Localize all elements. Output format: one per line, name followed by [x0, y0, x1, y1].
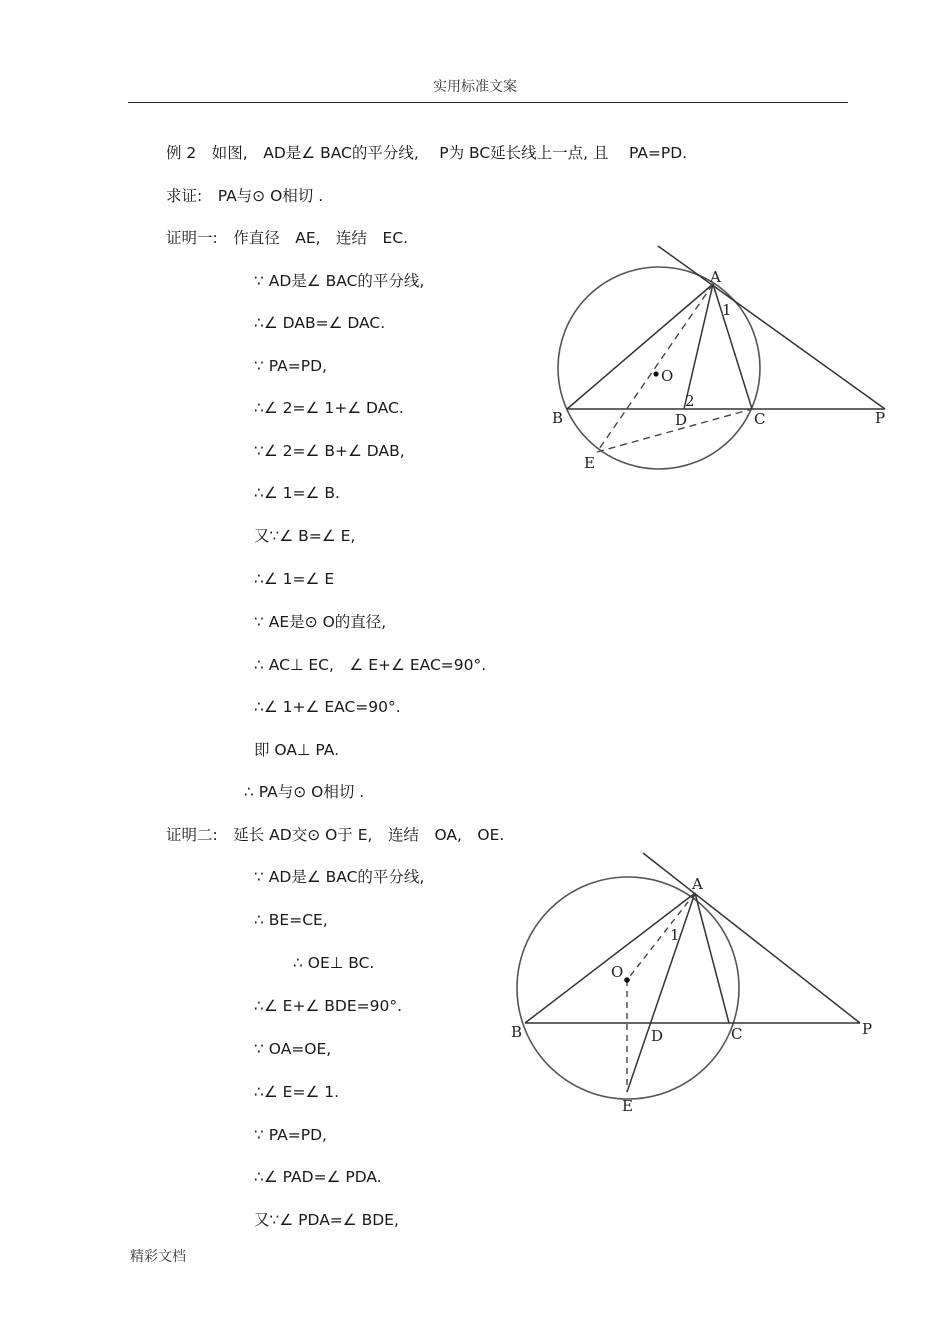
- segment-ae: [627, 893, 695, 1092]
- proof-step: ∴∠ 1=∠ E: [254, 570, 335, 588]
- proof-step: ∴∠ 1+∠ EAC=90°.: [254, 698, 401, 716]
- prove-statement: 求证: PA与⊙ O相切 .: [166, 187, 324, 205]
- proof-step: ∵ AD是∠ BAC的平分线,: [254, 868, 425, 886]
- label-d: D: [651, 1027, 664, 1045]
- label-p: P: [875, 409, 886, 427]
- label-a: A: [710, 268, 721, 286]
- segment-ac: [695, 893, 729, 1023]
- geometry-figure-two: [505, 845, 885, 1120]
- proof-step: ∵∠ 2=∠ B+∠ DAB,: [254, 442, 405, 460]
- center-o-dot: [624, 977, 630, 983]
- proof-step: ∵ PA=PD,: [254, 1126, 327, 1144]
- example-statement: 例 2 如图, AD是∠ BAC的平分线, P为 BC延长线上一点, 且 PA=PD.: [166, 144, 688, 162]
- proof-step: ∴ OE⊥ BC.: [293, 954, 375, 972]
- proof-step: ∴∠ E=∠ 1.: [254, 1083, 340, 1101]
- label-c: C: [731, 1025, 743, 1043]
- geometry-figure-one: [540, 240, 900, 480]
- label-b: B: [552, 409, 564, 427]
- proof-step: ∵ AE是⊙ O的直径,: [254, 613, 387, 631]
- page-footer: 精彩文档: [130, 1249, 186, 1265]
- page-header-title: 实用标准文案: [433, 79, 517, 95]
- proof-step: ∵ PA=PD,: [254, 357, 327, 375]
- proof-step: ∵ AD是∠ BAC的平分线,: [254, 272, 425, 290]
- label-c: C: [754, 410, 766, 428]
- header-rule: [128, 102, 848, 103]
- label-e: E: [584, 454, 595, 472]
- segment-ab: [525, 893, 695, 1023]
- segment-ad: [684, 284, 713, 409]
- proof-step: 即 OA⊥ PA.: [254, 741, 340, 759]
- proof-step: 又∵∠ B=∠ E,: [254, 527, 356, 545]
- proof-step: ∴∠ PAD=∠ PDA.: [254, 1168, 382, 1186]
- proof-step: 又∵∠ PDA=∠ BDE,: [254, 1211, 399, 1229]
- proof-step: ∴∠ 1=∠ B.: [254, 484, 340, 502]
- proof-two-heading: 证明二: 延长 AD交⊙ O于 E, 连结 OA, OE.: [166, 826, 505, 844]
- segment-ac: [713, 284, 752, 409]
- label-angle-2: 2: [685, 392, 695, 410]
- proof-conclusion: ∴ PA与⊙ O相切 .: [244, 783, 365, 801]
- label-o: O: [661, 367, 674, 385]
- proof-step: ∵ OA=OE,: [254, 1040, 332, 1058]
- proof-one-heading: 证明一: 作直径 AE, 连结 EC.: [166, 229, 409, 247]
- circle-o: [517, 877, 739, 1099]
- label-d: D: [675, 411, 688, 429]
- segment-ab: [567, 284, 713, 409]
- label-angle-1: 1: [722, 301, 732, 319]
- proof-step: ∴ BE=CE,: [254, 911, 328, 929]
- proof-step: ∴∠ E+∠ BDE=90°.: [254, 997, 403, 1015]
- proof-step: ∴∠ 2=∠ 1+∠ DAC.: [254, 399, 404, 417]
- tangent-line-pa: [658, 246, 885, 409]
- proof-step: ∴ AC⊥ EC, ∠ E+∠ EAC=90°.: [254, 656, 487, 674]
- center-o-dot: [653, 371, 658, 376]
- label-p: P: [862, 1020, 873, 1038]
- label-e: E: [622, 1097, 633, 1115]
- label-a: A: [692, 875, 703, 893]
- proof-step: ∴∠ DAB=∠ DAC.: [254, 314, 386, 332]
- label-angle-1: 1: [670, 926, 680, 944]
- label-o: O: [611, 963, 624, 981]
- label-b: B: [511, 1023, 523, 1041]
